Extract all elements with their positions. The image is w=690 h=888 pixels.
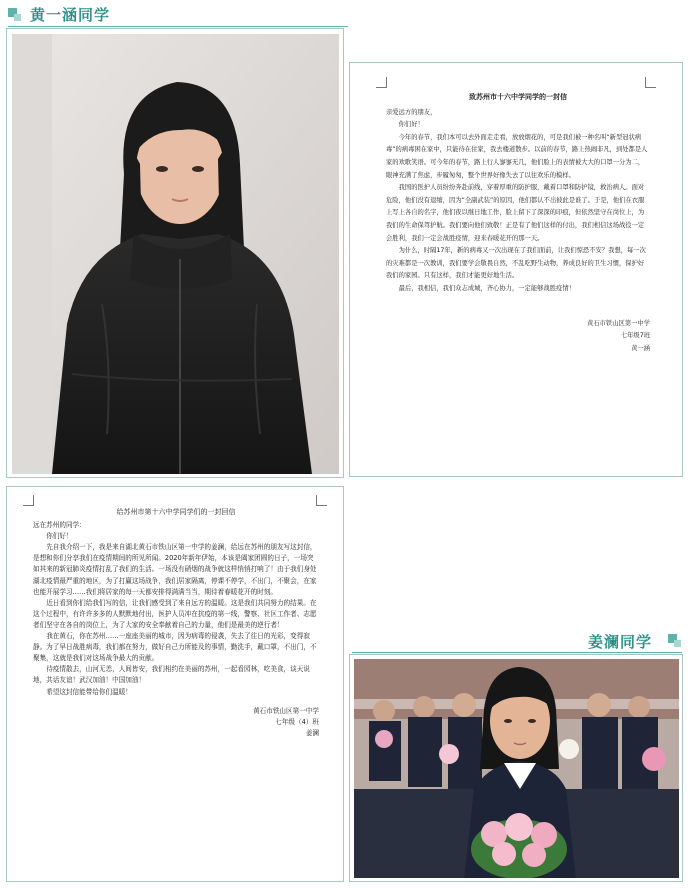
letter1-sign-school: 黄石市铁山区第一中学 [587,319,650,327]
ceremony-illustration [354,659,679,878]
letter2-title: 给苏州市第十六中学同学们的一封回信 [116,508,236,516]
letter1-title: 致苏州市十六中学同学的一封信 [469,93,567,101]
page-corner-mark [23,495,34,506]
letter2-sign-class: 七年级（4）班 [275,717,319,726]
letter1-salutation: 亲爱远方的朋友， [386,108,437,116]
page-corner-mark [645,77,656,88]
letter2-paragraph: 先自我介绍一下，我是来自湖北黄石市铁山区第一中学的姜澜，给远在苏州的朋友写这封信，是想和你们分享我们在疫情期间的所见所闻。2020年新年伊始，本该是阖家团圆的日子，一场突如其来的新冠肺炎疫情打乱了我们的生活。一场没有硝烟的战争就这样悄悄打响了！由于我们身处湖北疫情最严重的地区，为了打赢这场战争，我们居家隔离，停课不停学，不出门，不聚会，在家也能开展学习……我们将居家的每一天都安排得满满当当，期待着春暖花开的时刻。 [33,543,317,596]
letter2-paragraph: 近日看到你们给我们写的信，让我们感受到了来自远方的温暖。这是我们共同努力的结果。在这个过程中，有许许多多的人默默地付出，医护人员冲在抗疫的第一线，警察、社区工作者、志愿者们坚守在各自的岗位上，为了大家的安全奉献着自己的力量，他们是最美的逆行者！ [33,598,317,629]
ceremony-photo [354,659,679,878]
letter2-greeting: 你们好！ [46,532,73,541]
letter2-paragraph: 希望这封信能带给你们温暖！ [46,687,132,696]
letter1-paragraph: 最后，我相信，我们众志成城，齐心协力，一定能够战胜疫情！ [398,284,575,292]
section-title-top: 黄一涵同学 [30,6,111,24]
letter2-frame [6,486,344,882]
title-square-icon-light [674,640,681,647]
title-underline [8,26,348,27]
letter2-paragraph: 待疫情散去，山河无恙，人间皆安，我们相约在美丽的苏州，一起看园林，吃美食，谈天说地，共话友谊！武汉加油！中国加油！ [33,665,310,685]
letter1-page [386,91,650,355]
letter1-paragraph: 今年的春节，我们本可以去外面走走看，放放烟花的，可是我们被一种名叫“新型冠状病毒”的病毒困在家中，只能待在住家，我去楼道散步。以前的春节，路上热闹非凡，到处都是人家的欢歌笑语。可今年的春节，路上行人寥寥无几，他们脸上的表情被大大的口罩一分为二，眼神充满了焦虑，步履匆匆，整个世界好像失去了以往欢乐的模样。 [386,133,648,179]
ceremony-frame [349,654,683,882]
page-corner-mark [316,495,327,506]
letter2-sign-school: 黄石市铁山区第一中学 [253,706,319,715]
portrait-photo [12,34,339,474]
letter2-sign-name: 姜澜 [305,728,319,737]
letter2-salutation: 远在苏州的同学： [33,521,86,530]
letter1-sign-class: 七年级7班 [620,332,650,340]
portrait-frame [6,28,344,478]
letter1-greeting: 你们好！ [398,121,424,129]
letter1-sign-name: 黄一涵 [631,344,650,352]
letter1-paragraph: 我国的医护人员纷纷奔赴前线，穿着厚重的防护服，戴着口罩和防护镜，救治病人。面对危险，他们没有退缩，因为“全副武装”的原因，他们都认不出彼此是谁了。于是，他们在衣服上写上各自的名字，他们夜以继日地工作，脸上留下了深深的印痕，但依然坚守在岗位上，为我们的生命保驾护航。我们要向他们致敬！正是有了他们这样的付出，我们相信这场战役一定会胜利，我们一定会战胜疫情，迎来春暖花开的那一天。 [386,184,645,242]
title-underline [352,652,682,653]
title-square-icon-light [14,14,21,21]
portrait-illustration [12,34,339,474]
letter1-frame [349,62,683,477]
letter1-paragraph: 为什么，时隔17年，新的病毒又一次出现在了我们面前，让我们惊恐不安？我想，每一次的灾难都是一次教训，我们要学会敬畏自然，不乱吃野生动物，养成良好的卫生习惯，保护好我们的家园。只有这样，我们才能更好地生活。 [386,247,646,280]
page-corner-mark [376,77,387,88]
letter2-page [33,507,319,739]
section-title-bottom: 姜澜同学 [588,633,653,651]
letter2-paragraph: 我在黄石，你在苏州……一座座美丽的城市，因为病毒的侵袭，失去了往日的光彩，变得寂静。为了早日战胜病毒，我们都在努力，做好自己力所能及的事情，勤洗手，戴口罩，不出门，不聚集，这就是我们对这场战争最大的贡献。 [33,632,317,663]
